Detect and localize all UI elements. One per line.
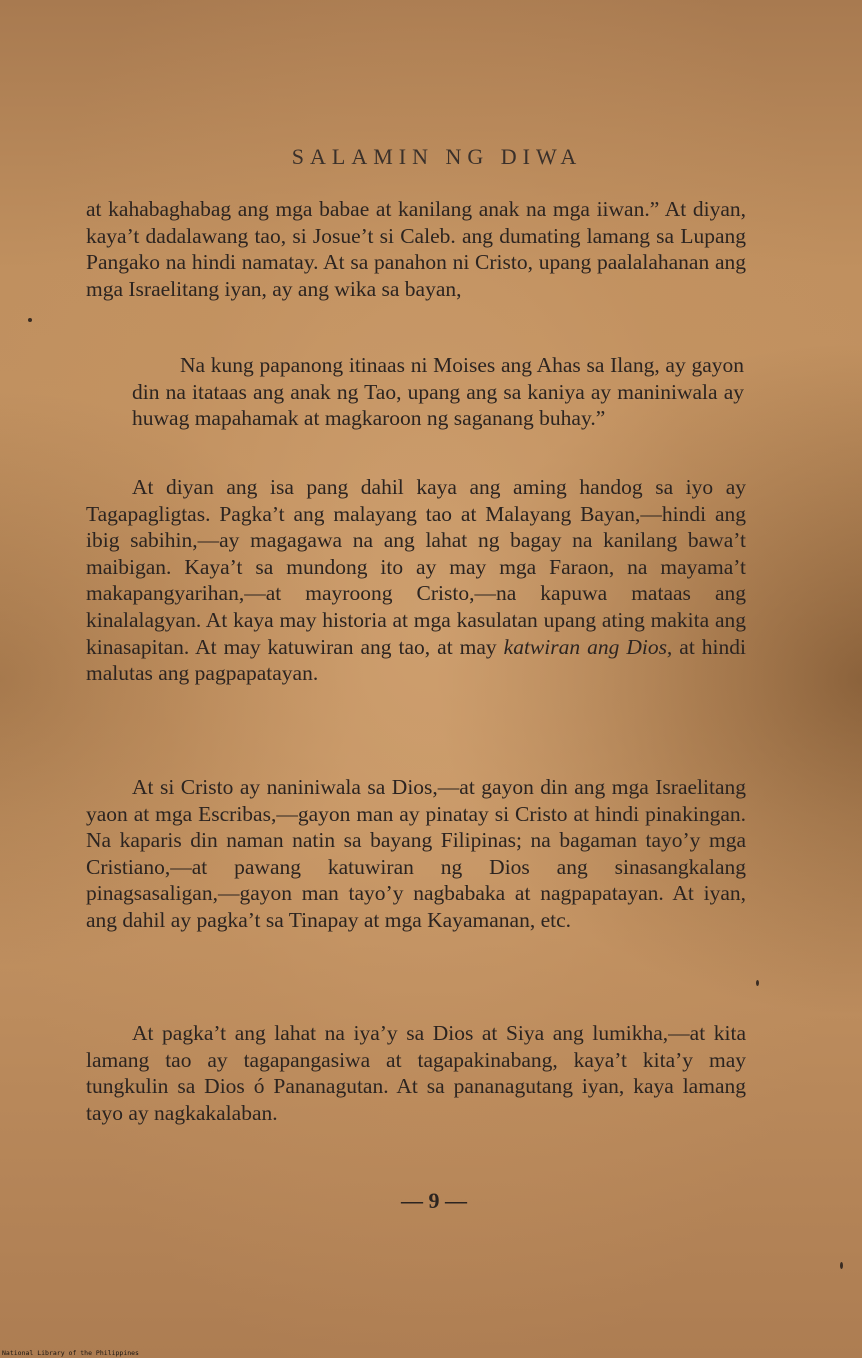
- paragraph-4: At pagka’t ang lahat na iya’y sa Dios at Siya ang lumikha,—at kita lamang tao ay tagapangasiwa at tagapakinabang, kaya’t kita’y may tungkulin sa Dios ó Pananagutan. At sa pananagutang iyan, kaya lamang tayo ay nagkakalaban.: [86, 1021, 746, 1125]
- paragraph-2: [86, 474, 746, 687]
- paragraph-continued: at kahabaghabag ang mga babae at kanilang anak na mga iiwan.” At diyan, kaya’t dadalawang tao, si Josue’t si Caleb. ang dumating lamang sa Lupang Pangako na hindi namatay. At sa panahon ni Cristo, upang paalalahanan ang mga Israelitang iyan, ay ang wika sa bayan,: [86, 197, 746, 301]
- paragraph-2-text: At diyan ang isa pang dahil kaya ang aming handog sa iyo ay Tagapagligtas. Pagka’t ang malayang tao at Malayang Bayan,—hindi ang ibig sabihin,—ay magagawa na ang lahat ng bagay na kanilang bawa’t maibigan. Kaya’t sa mundong ito ay may mga Faraon, na mayama’t makapangyarihan,—at mayroong Cristo,—na kapuwa mataas ang kinalalagyan. At kaya may historia at mga kasulatan upang ating makita ang kinasapitan. At may katuwiran ang tao, at may: [86, 475, 746, 659]
- block-quote: Na kung papanong itinaas ni Moises ang Ahas sa Ilang, ay gayon din na itataas ang anak ng Tao, upang ang sa kaniya ay maniniwala ay huwag mapahamak at magkaroon ng saganang buhay.”: [132, 353, 744, 431]
- ink-speck: [756, 980, 759, 986]
- paragraph-2-text-end: at hindi malutas ang pagpapatayan.: [86, 634, 746, 686]
- paragraph-3: At si Cristo ay naniniwala sa Dios,—at gayon din ang mga Israelitang yaon at mga Escribas,—gayon man ay pinatay si Cristo at hindi pinakingan. Na kaparis din naman natin sa bayang Filipinas; na bagaman tayo’y mga Cristiano,—at pawang katuwiran ng Dios ang sinasangkalang pinagsasaligan,—gayon man tayo’y nagbabaka at nagpapatayan. At iyan, ang dahil ay pagka’t sa Tinapay at mga Kayamanan, etc.: [86, 775, 746, 932]
- ink-speck: [28, 318, 32, 322]
- paragraph-2-emphasis: katwiran ang Dios,: [503, 634, 673, 659]
- page-number: — 9 —: [401, 1188, 467, 1213]
- ink-speck: [840, 1262, 843, 1269]
- library-watermark: National Library of the Philippines: [2, 1349, 139, 1357]
- running-head: SALAMIN NG DIWA: [291, 144, 583, 169]
